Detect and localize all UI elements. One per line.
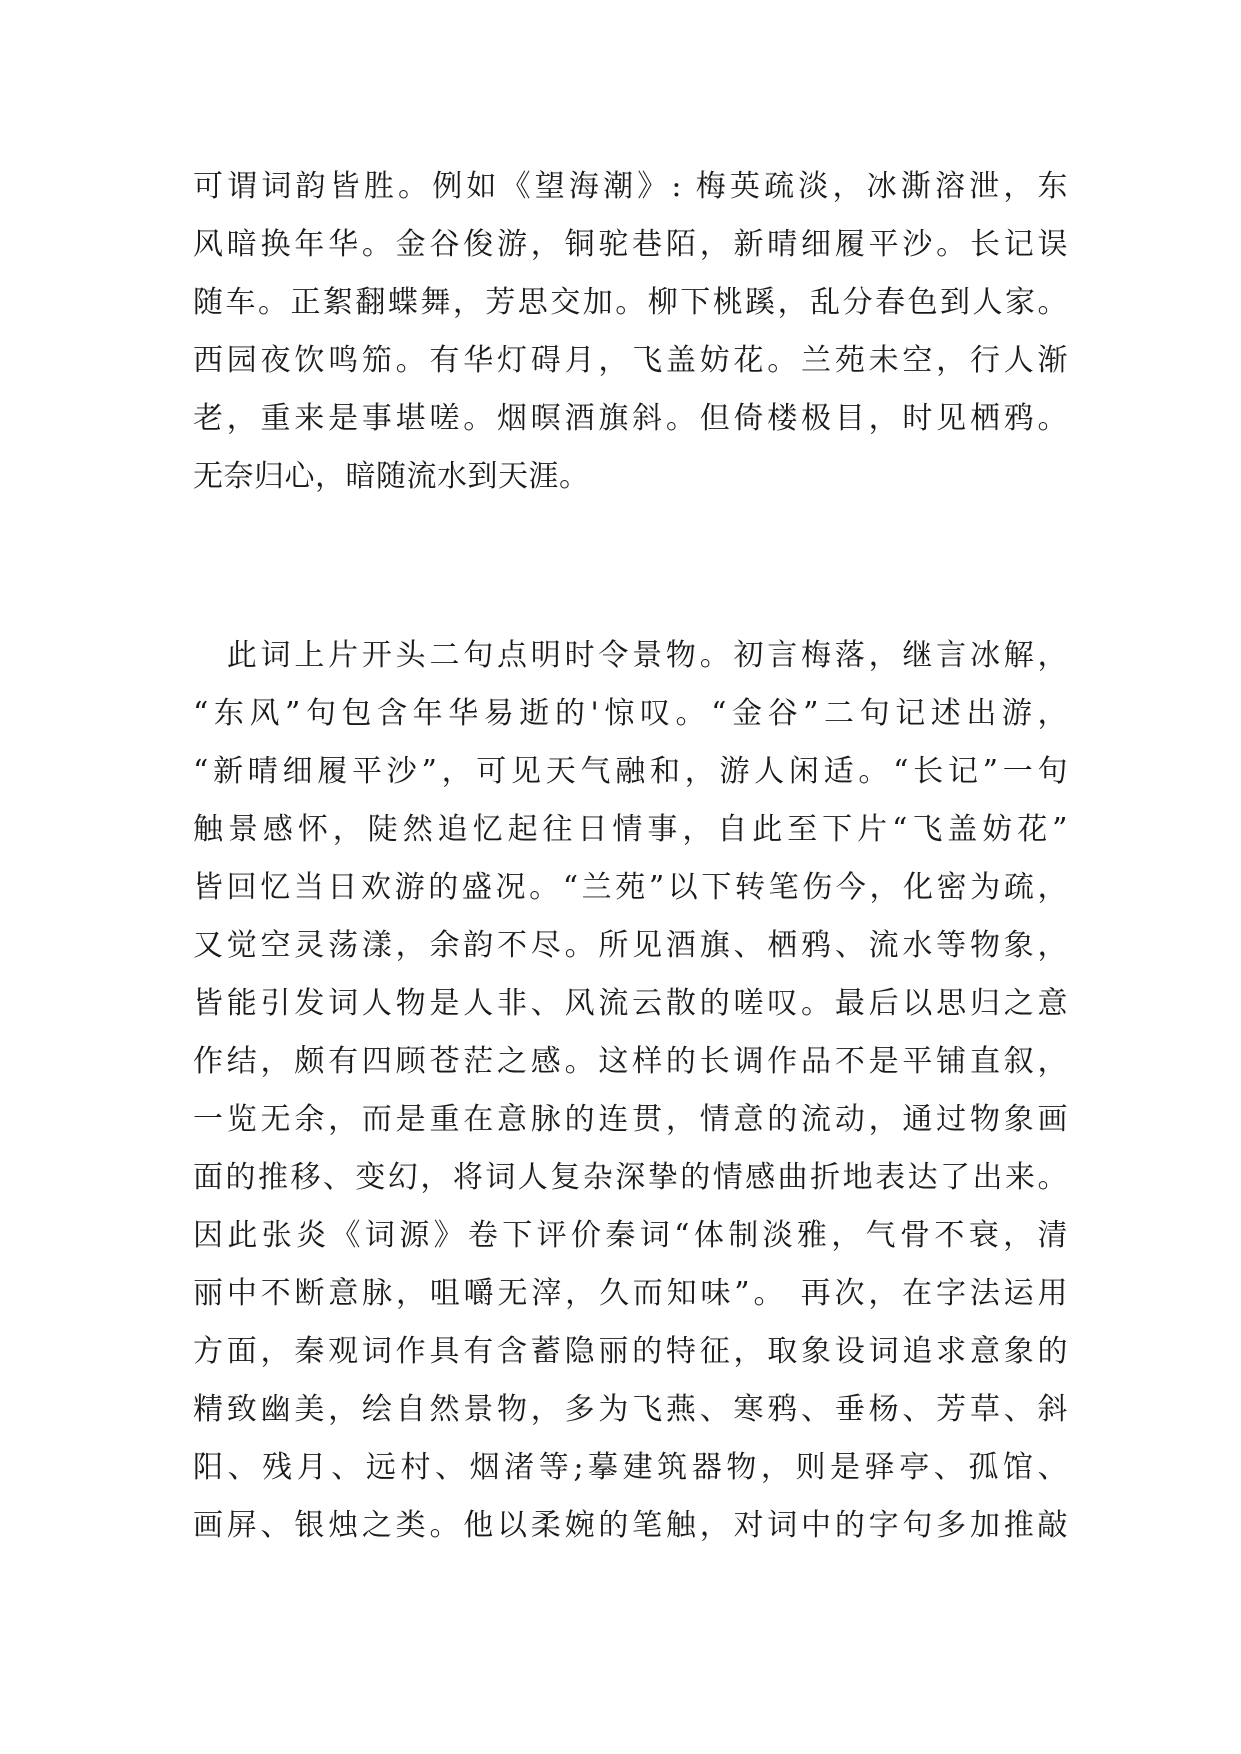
paragraph-poem	[193, 158, 1068, 506]
text-line: 因此张炎《词源》卷下评价秦词“体制淡雅，气骨不衰，清	[193, 1218, 1068, 1253]
text-line: 阳、残月、远村、烟渚等;摹建筑器物，则是驿亭、孤馆、	[193, 1450, 1068, 1485]
text-line: “东风”句包含年华易逝的'惊叹。“金谷”二句记述出游，	[193, 696, 1068, 731]
text-line: 又觉空灵荡漾，余韵不尽。所见酒旗、栖鸦、流水等物象，	[193, 928, 1068, 963]
text-line: 风暗换年华。金谷俊游，铜驼巷陌，新晴细履平沙。长记误	[193, 227, 1068, 262]
text-line: 西园夜饮鸣笳。有华灯碍月，飞盖妨花。兰苑未空，行人渐	[193, 343, 1068, 378]
text-line: 方面，秦观词作具有含蓄隐丽的特征，取象设词追求意象的	[193, 1334, 1068, 1369]
text-line: 触景感怀，陡然追忆起往日情事，自此至下片“飞盖妨花”	[193, 812, 1068, 847]
text-line: 随车。正絮翻蝶舞，芳思交加。柳下桃蹊，乱分春色到人家。	[193, 285, 1068, 320]
text-line: 一览无余，而是重在意脉的连贯，情意的流动，通过物象画	[193, 1102, 1068, 1137]
text-line: 作结，颇有四顾苍茫之感。这样的长调作品不是平铺直叙，	[193, 1044, 1068, 1079]
text-line: 画屏、银烛之类。他以柔婉的笔触，对词中的字句多加推敲	[193, 1508, 1068, 1543]
text-line: 可谓词韵皆胜。例如《望海潮》: 梅英疏淡，冰澌溶泄，东	[193, 169, 1068, 204]
paragraph-commentary	[193, 627, 1068, 1555]
text-line: 皆能引发词人物是人非、风流云散的嗟叹。最后以思归之意	[193, 986, 1068, 1021]
text-line: 皆回忆当日欢游的盛况。“兰苑”以下转笔伤今，化密为疏，	[193, 870, 1068, 905]
text-line: 精致幽美，绘自然景物，多为飞燕、寒鸦、垂杨、芳草、斜	[193, 1392, 1068, 1427]
text-line: 老，重来是事堪嗟。烟暝酒旗斜。但倚楼极目，时见栖鸦。	[193, 401, 1068, 436]
text-line: 无奈归心，暗随流水到天涯。	[193, 459, 590, 494]
text-line: “新晴细履平沙”，可见天气融和，游人闲适。“长记”一句	[193, 754, 1068, 789]
text-line: 丽中不断意脉，咀嚼无滓，久而知味”。 再次，在字法运用	[193, 1276, 1068, 1311]
text-line: 此词上片开头二句点明时令景物。初言梅落，继言冰解，	[193, 638, 1068, 673]
text-line: 面的推移、变幻，将词人复杂深挚的情感曲折地表达了出来。	[193, 1160, 1068, 1195]
